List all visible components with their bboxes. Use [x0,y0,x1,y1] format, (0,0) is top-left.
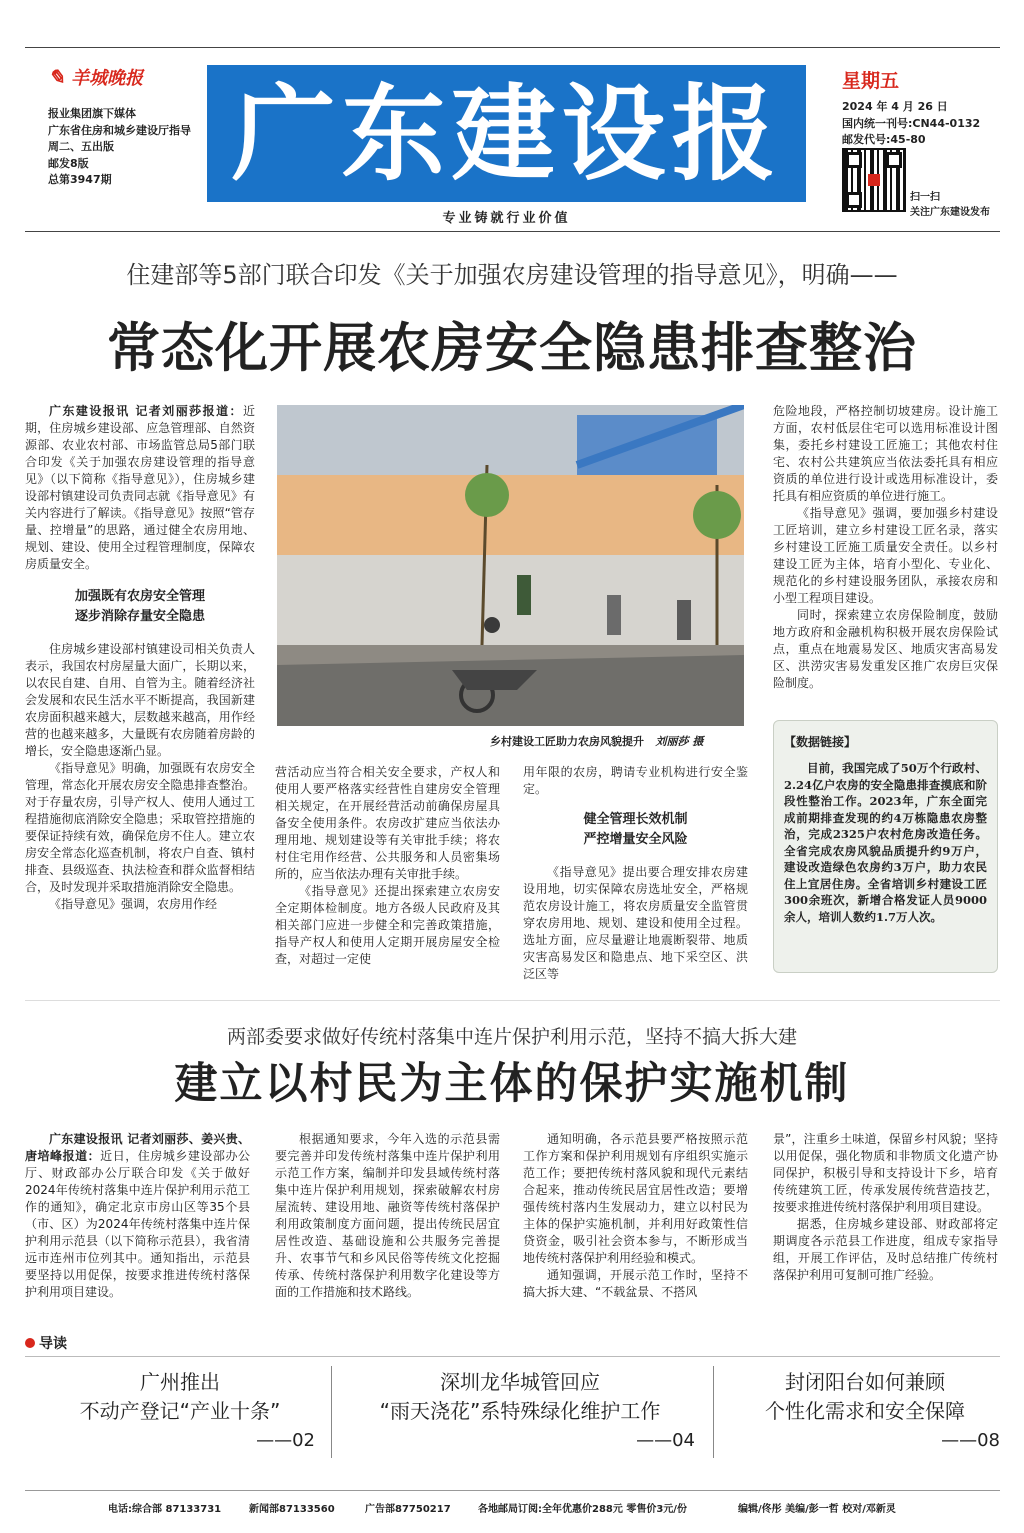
article1-lead-text: 近期，住房城乡建设部、应急管理部、自然资源部、农业农村部、市场监管总局5部门联合印发《关于加强农房建设管理的指导意见》（以下简称《指导意见》），住房城乡建设部村镇建设司负责同志就《指导意见》有关内容进行了解读。《指导意见》按照“管存量、控增量”的思路，通过健全农房用地、规划、建设、使用全过程管理制度，保障农房质量安全。 [25,404,255,571]
guide-item-line1: 封闭阳台如何兼顾 [785,1370,945,1394]
newspaper-title: 广东建设报 [231,71,782,195]
article-divider [25,1000,1000,1001]
issue-date: 2024 年 4 月 26 日 [842,100,948,113]
top-rule [25,47,1000,48]
qr-caption-2: 关注广东建设发布 [910,207,990,218]
article1-paragraph: 住房城乡建设部村镇建设司相关负责人表示，我国农村房屋量大面广，长期以来，以农民自建、自用、自管为主。随着经济社会发展和农民生活水平不断提高，我国新建农房面积越来越大，层数越来越高，用作经营的也越来越多，大量既有农房随着房龄的增长，安全隐患逐渐凸显。 [25,642,255,758]
footer-rule [25,1490,1000,1491]
data-link-title: 【数据链接】 [784,735,857,749]
weekday: 星期五 [842,70,900,92]
article2-paragraph: 通知明确，各示范县要严格按照示范工作方案和保护利用规划有序组织实施示范工作；要把传统村落风貌和现代元素结合起来，推动传统民居宜居性改造；要增强传统村落内生发展动力，建立以村民为主体的保护实施机制，并利用好政策性信贷资金，吸引社会资本参与，不断形成当地传统村落保护利用经验和模式。 [523,1132,748,1265]
article1-subhead-1: 加强既有农房安全管理 逐步消除存量安全隐患 [74,589,205,624]
guide-divider [331,1366,332,1458]
footer-staff: 编辑/佟彤 美编/彭一哲 校对/邓新灵 [738,1504,896,1515]
photo-illustration [277,405,744,726]
guide-header [25,1333,67,1353]
guide-item-page: ——08 [941,1430,1000,1451]
footer-subscribe: 各地邮局订阅:全年优惠价288元 零售价3元/份 [478,1504,687,1515]
article2-paragraph: 景”，注重乡土味道，保留乡村风貌；坚持以用促保，强化物质和非物质文化遗产协同保护，积极引导和支持设计下乡，培育传统建筑工匠，传承发展传统营造技艺，按要求推进传统村落保护利用项目建设。 [773,1132,998,1214]
article2-byline: 广东建设报讯 记者刘丽莎、姜兴贵、唐培峰报道： [25,1132,250,1163]
article1-paragraph: 《指导意见》还提出探索建立农房安全定期体检制度。地方各级人民政府及其相关部门应进一步健全和完善政策措施，指导产权人和使用人定期开展房屋安全检查，对超过一定使 [275,884,500,966]
article1-paragraph: 《指导意见》明确，加强既有农房安全管理，常态化开展农房安全隐患排查整治。对于存量农房，引导产权人、使用人通过工程措施彻底消除安全隐患；采取管控措施的要保证持续有效，确保危房不住人。建立农房安全常态化巡查机制，将农户自查、镇村排查、县级巡查、执法检查和群众监督相结合，及时发现并采取措施消除安全隐患。 [25,761,255,894]
article1-col1 [25,403,255,913]
guide-dot-icon [25,1338,35,1348]
guide-item-line1: 深圳龙华城管回应 [440,1370,600,1394]
postal-code: 邮发代号:45-80 [842,133,926,146]
article2-paragraph: 根据通知要求，今年入选的示范县需要完善并印发传统村落集中连片保护利用示范工作方案，编制并印发县域传统村落集中连片保护利用规划，探索破解农村房屋流转、建设用地、融资等传统村落保护利用政策制度方面问题，提出传统民居宜居性改造、基础设施和公共服务完善提升、农事节气和乡风民俗等传统文化挖掘传承、传统村落保护利用数字化建设等方面的工作措施和技术路线。 [275,1132,500,1299]
article1-paragraph: 《指导意见》强调，农房用作经 [49,897,218,911]
masthead-info-line: 邮发8版 [48,156,89,170]
guide-item-page: ——02 [256,1430,315,1451]
article1-subhead-2: 健全管理长效机制 严控增量安全风险 [583,812,688,847]
article1-col3 [523,764,748,983]
guide-item-line2: “雨天浇花”系特殊绿化维护工作 [379,1399,661,1423]
guide-item-line2: 不动产登记“产业十条” [79,1399,281,1423]
guide-item-line2: 个性化需求和安全保障 [765,1399,965,1423]
article1-paragraph: 《指导意见》提出要合理安排农房建设用地，切实保障农房选址安全，严格规范农房设计施工，将农房质量安全监管贯穿农房用地、规划、建设和使用全过程。选址方面，应尽量避让地震断裂带、地质灾害高易发区和隐患点、地下采空区、洪泛区等 [523,865,748,981]
article1-byline: 广东建设报讯 记者刘丽莎报道： [49,404,243,418]
article1-paragraph: 《指导意见》强调，要加强乡村建设工匠培训，建立乡村建设工匠名录，落实乡村建设工匠施工质量安全责任。以乡村建设工匠为主体，培育小型化、专业化、规范化的乡村建设服务团队，承接农房和小型工程项目建设。 [773,506,998,605]
article1-col4 [773,403,998,692]
article1-photo [277,405,744,726]
brand-logo-mark: ✎ [48,65,65,89]
photo-credit: 刘丽莎 摄 [655,735,704,748]
article2-col3 [523,1131,748,1301]
guide-divider [713,1366,714,1458]
brand-logo-text: 羊城晚报 [71,68,144,89]
qr-caption-1: 扫一扫 [910,192,940,203]
photo-caption-text: 乡村建设工匠助力农房风貌提升 [490,735,644,748]
qr-code[interactable] [842,148,906,212]
guide-rule [25,1356,1000,1357]
photo-caption [490,733,703,749]
article1-kicker: 住建部等5部门联合印发《关于加强农房建设管理的指导意见》，明确—— [126,261,898,289]
guide-item-page: ——04 [636,1430,695,1451]
footer-news: 新闻部87133560 [249,1504,335,1515]
masthead-rule [25,231,1000,232]
article2-paragraph: 通知强调，开展示范工作时，坚持不搞大拆大建、“不载盆景、不搭风 [523,1268,748,1299]
article2-col4 [773,1131,998,1284]
article2-kicker: 两部委要求做好传统村落集中连片保护利用示范，坚持不搞大拆大建 [226,1026,797,1048]
article1-paragraph: 同时，探索建立农房保险制度，鼓励地方政府和金融机构积极开展农房保险试点，重点在地震易发区、地质灾害高易发区、洪涝灾害易发重发区推广农房巨灾保险制度。 [773,608,998,690]
article1-headline: 常态化开展农房安全隐患排查整治 [107,317,917,379]
brand-logo [48,64,143,90]
masthead-info-line: 总第3947期 [48,173,112,186]
masthead-info [48,106,191,189]
article2-paragraph: 据悉，住房城乡建设部、财政部将定期调度各示范县工作进度，组成专家指导组，开展工作评估，及时总结推广传统村落保护利用可复制可推广经验。 [773,1217,998,1282]
footer-phone: 电话:综合部 87133731 [108,1504,222,1515]
article2-lead [25,1131,250,1301]
newspaper-title-block [207,65,806,202]
article1-paragraph: 危险地段，严格控制切坡建房。设计施工方面，农村低层住宅可以选用标准设计图集，委托乡村建设工匠施工；其他农村住宅、农村公共建筑应当依法委托具有相应资质的单位进行设计或选用标准设计，委托具有相应资质的单位进行施工。 [773,404,998,503]
article2-headline: 建立以村民为主体的保护实施机制 [174,1059,850,1109]
data-link-box [773,720,998,973]
guide-item-3[interactable] [730,1368,1000,1455]
article2-col2 [275,1131,500,1301]
article2-lead-text: 近日，住房城乡建设部办公厅、财政部办公厅联合印发《关于做好2024年传统村落集中连片保护利用示范工作的通知》，确定北京市房山区等35个县（市、区）为2024年传统村落集中连片保护利用示范县（以下简称示范县），我省清远市连州市位列其中。通知指出，示范县要坚持以用促保，按要求推进传统村落保护利用项目建设。 [25,1149,250,1299]
footer-ads: 广告部87750217 [365,1504,451,1515]
guide-item-line1: 广州推出 [140,1370,220,1394]
slogan: 专业铸就行业价值 [442,211,571,226]
guide-item-2[interactable] [345,1368,695,1455]
cn-number: 国内统一刊号:CN44-0132 [842,117,981,130]
guide-label: 导读 [39,1336,67,1352]
article2-col1 [25,1131,250,1301]
masthead-info-line: 周二、五出版 [48,140,114,153]
article1-paragraph: 营活动应当符合相关安全要求，产权人和使用人要严格落实经营性自建房安全管理相关规定，在开展经营活动前确保房屋具备安全使用条件。农房改扩建应当依法办理用地、规划建设等有关审批手续；将农村住宅用作经营、公共服务和人员密集场所的，应当依法办理有关审批手续。 [275,765,500,881]
article1-paragraph: 用年限的农房，聘请专业机构进行安全鉴定。 [523,765,748,796]
masthead-info-line: 广东省住房和城乡建设厅指导 [48,123,191,137]
masthead-info-line: 报业集团旗下媒体 [48,107,136,120]
guide-item-1[interactable] [45,1368,315,1455]
article1-col2 [275,764,500,968]
data-link-text: 目前，我国完成了50万个行政村、2.24亿户农房的安全隐患排查摸底和阶段性整治工作。2023年，广东全面完成前期排查发现的约4万栋隐患农房整治，完成2325户农村危房改造任务。全省完成农房风貌品质提升约9万户，建设改造绿色农房约3万户，助力农民住上宜居住房。全省培训乡村建设工匠300余班次，新增合格发证人员9000余人，培训人数约1.7万人次。 [784,761,987,924]
article1-lead [25,403,255,573]
